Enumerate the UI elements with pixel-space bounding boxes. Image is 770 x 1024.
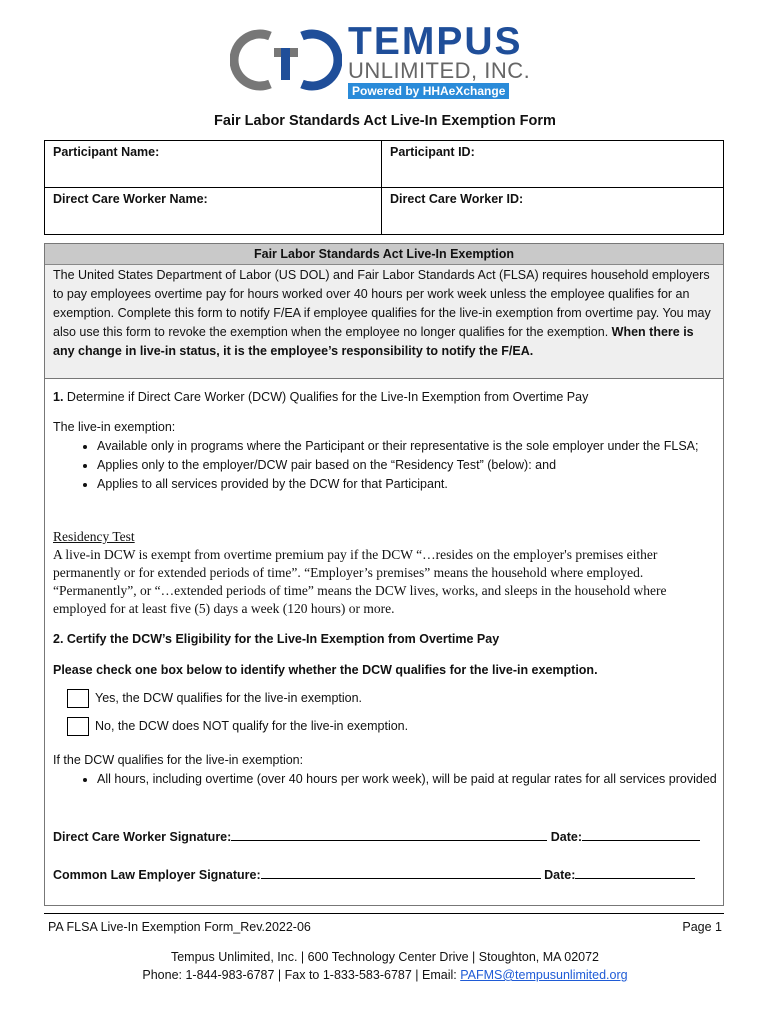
option-no-row [67, 717, 408, 739]
step2-instruction: Please check one box below to identify whether the DCW qualifies for the live-in exemption. [53, 663, 598, 677]
footer-email-link[interactable]: PAFMS@tempusunlimited.org [460, 968, 628, 982]
dcw-name-label: Direct Care Worker Name: [53, 192, 208, 206]
section-title: Fair Labor Standards Act Live-In Exemption [45, 244, 723, 265]
residency-test-heading: Residency Test [53, 529, 135, 544]
residency-test-text: A live-in DCW is exempt from overtime premium pay if the DCW “…resides on the employer's premises either permanently or for extended periods of time”. “Employer’s premises” means the household where employed. “Permanently”, or “…extended periods of time” means the DCW lives, works, and sleeps in the household where employed for at least five (5) days a week (120 hours) or more. [53, 547, 667, 616]
dcw-signature-label: Direct Care Worker Signature: [53, 830, 232, 844]
form-title: Fair Labor Standards Act Live-In Exemption Form [214, 113, 556, 129]
dcw-signature-row [53, 828, 717, 844]
dcw-name-field[interactable] [45, 188, 382, 235]
yes-checkbox[interactable] [67, 689, 89, 708]
option-yes-label: Yes, the DCW qualifies for the live-in exemption. [95, 690, 363, 705]
exemption-bullet: • Applies only to the employer/DCW pair based on the “Residency Test” (below): and [97, 456, 717, 475]
participant-id-label: Participant ID: [390, 145, 475, 159]
section-intro [45, 265, 723, 379]
qualify-bullet: • All hours, including overtime (over 40 hours per work week), will be paid at regular rates for all services provided [97, 770, 717, 789]
exemption-section [44, 243, 724, 906]
dcw-date-label: Date: [550, 830, 583, 844]
step1-number: 1. [53, 390, 64, 404]
employer-signature-line[interactable] [261, 866, 541, 879]
option-yes-row [67, 689, 362, 711]
footer-address: Tempus Unlimited, Inc. | 600 Technology Center Drive | Stoughton, MA 02072 [170, 950, 600, 964]
exemption-bullet: • Available only in programs where the Participant or their representative is the sole employer under the FLSA; [97, 437, 717, 456]
dcw-date-line[interactable] [582, 828, 700, 841]
option-no-label: No, the DCW does NOT qualify for the live-in exemption. [95, 718, 409, 733]
employer-date-label: Date: [544, 868, 576, 882]
tempus-logo [230, 22, 540, 100]
live-in-exemption-lead: The live-in exemption: [53, 420, 176, 434]
intro-text: The United States Department of Labor (US DOL) and Fair Labor Standards Act (FLSA) requires household employers to pay employees overtime pay for hours worked over 40 hours per work week unless the employee qualifies for an exemption. Complete this form to notify F/EA if employee qualifies for the live-in exemption from overtime pay. You may also use this form to revoke the exemption when the employee no longer qualifies for the exemption. [53, 268, 711, 339]
step1-heading [53, 388, 717, 407]
qualify-lead: If the DCW qualifies for the live-in exemption: [53, 753, 304, 767]
dcw-id-label: Direct Care Worker ID: [390, 192, 524, 206]
exemption-bullets [53, 437, 717, 494]
participant-name-label: Participant Name: [53, 145, 160, 159]
dcw-signature-line[interactable] [231, 828, 547, 841]
employer-signature-label: Common Law Employer Signature: [53, 868, 261, 882]
logo-brand-subtitle: UNLIMITED, INC. [348, 58, 531, 83]
no-checkbox[interactable] [67, 717, 89, 736]
participant-name-field[interactable] [45, 141, 382, 188]
step1-heading-text: Determine if Direct Care Worker (DCW) Qualifies for the Live-In Exemption from Overtime Pay [63, 390, 589, 404]
employer-signature-row [53, 866, 717, 882]
footer-divider [44, 913, 724, 914]
participant-info-table [44, 140, 724, 235]
logo-brand-name: TEMPUS [348, 20, 523, 63]
tempus-logo-mark-icon [230, 28, 342, 92]
employer-date-line[interactable] [575, 866, 695, 879]
qualify-bullets [53, 770, 717, 789]
footer-form-id: PA FLSA Live-In Exemption Form_Rev.2022-06 [48, 920, 311, 934]
intro-bold-text: When there is any change in live-in status, it is the employee’s responsibility to notify the F/EA. [53, 325, 694, 358]
footer-contact-line [0, 966, 770, 984]
footer-page-number: Page 1 [682, 920, 722, 934]
footer-contact [0, 948, 770, 984]
participant-id-field[interactable] [382, 141, 724, 188]
exemption-bullet: • Applies to all services provided by the DCW for that Participant. [97, 475, 717, 494]
dcw-id-field[interactable] [382, 188, 724, 235]
logo-powered-by: Powered by HHAeXchange [348, 83, 509, 99]
footer-phone-fax: Phone: 1-844-983-6787 | Fax to 1-833-583-6787 | Email: [142, 968, 461, 982]
step2-heading: 2. Certify the DCW’s Eligibility for the Live-In Exemption from Overtime Pay [53, 632, 500, 646]
